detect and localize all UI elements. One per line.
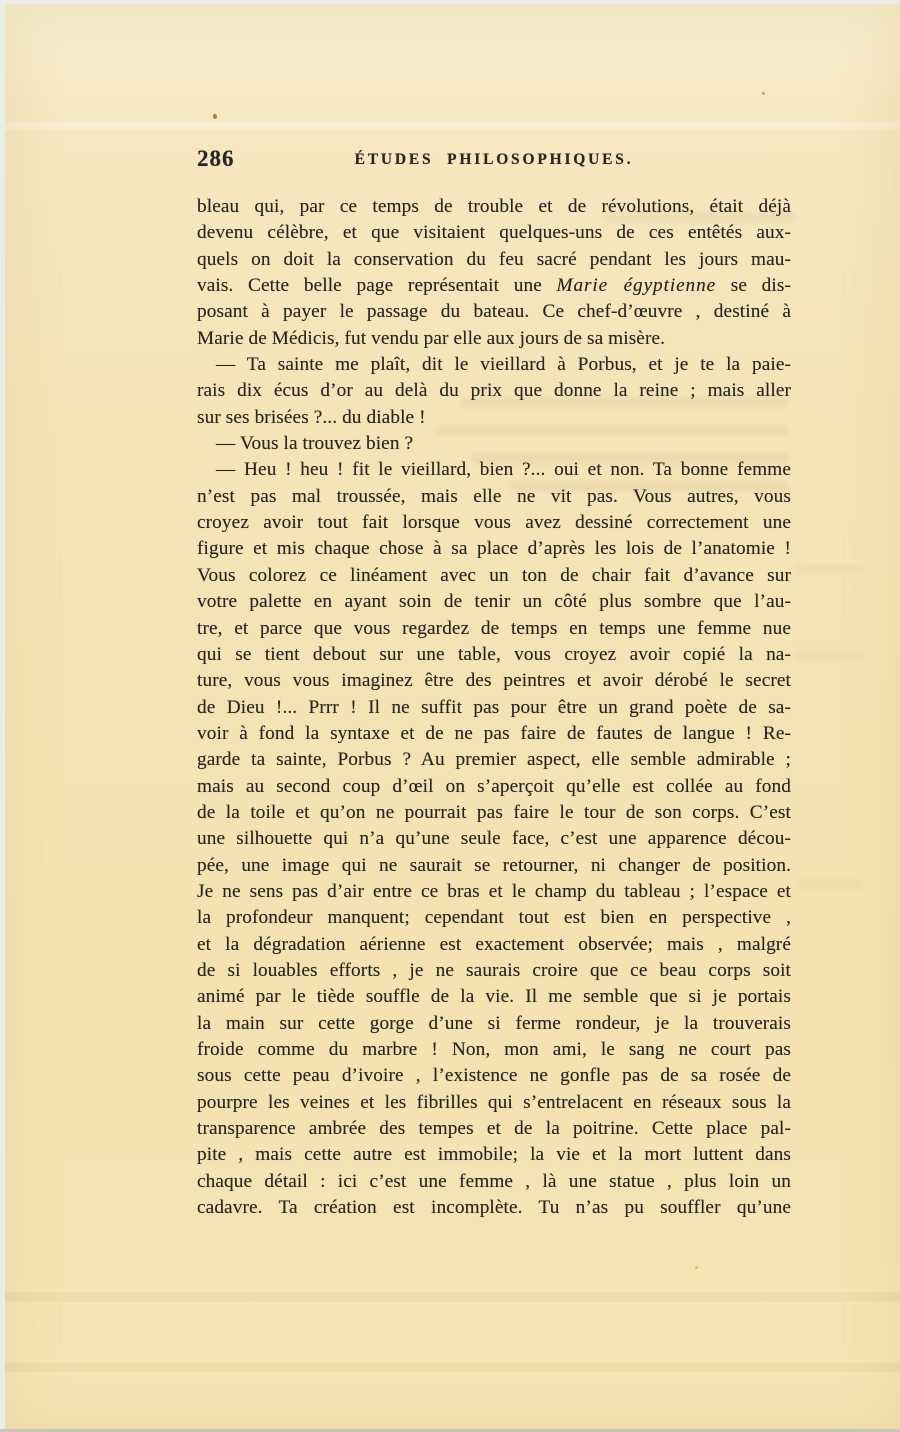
text-line: posant à payer le passage du bateau. Ce chef-d’œuvre , destiné à: [197, 301, 791, 323]
paper-speck: [762, 92, 765, 95]
text-line: mais au second coup d’œil on s’aperçoit qu’elle est collée au fond: [197, 775, 791, 797]
text-line: transparence ambrée des tempes et de la poitrine. Cette place pal-: [197, 1118, 791, 1140]
scanned-page: [5, 4, 900, 1429]
text-line: de Dieu !... Prrr ! Il ne suffit pas pour être un grand poète de sa-: [197, 696, 791, 718]
text-line: votre palette en ayant soin de tenir un côté plus sombre que l’au-: [197, 591, 791, 613]
text-line: qui se tient debout sur une table, vous croyez avoir copié la na-: [197, 643, 791, 665]
text-line: figure et mis chaque chose à sa place d’après les lois de l’anatomie !: [197, 538, 791, 560]
text-line: une silhouette qui n’a qu’une seule face, c’est une apparence décou-: [197, 828, 791, 850]
paper-speck: [213, 114, 217, 119]
text-line: pite , mais cette autre est immobile; la vie et la mort luttent dans: [197, 1144, 791, 1166]
running-header-title: ÉTUDES PHILOSOPHIQUES.: [354, 151, 634, 168]
scanner-band-artifact: [5, 122, 900, 130]
text-line: quels on doit la conservation du feu sacré pendant les jours mau-: [197, 248, 791, 270]
text-line: bleau qui, par ce temps de trouble et de révolutions, était déjà: [197, 196, 791, 217]
scanner-band-artifact: [5, 1292, 900, 1302]
text-line: ture, vous vous imaginez être des peintres et avoir dérobé le secret: [197, 670, 791, 692]
text-line: Marie de Médicis, fut vendu par elle aux jours de sa misère.: [197, 327, 666, 349]
text-line: garde ta sainte, Porbus ? Au premier aspect, elle semble admirable ;: [197, 749, 791, 771]
text-line: de la toile et qu’on ne pourrait pas faire le tour de son corps. C’est: [197, 801, 791, 823]
bleed-through-artifact: [795, 650, 865, 661]
italic-phrase: Marie égyptienne: [556, 275, 717, 297]
text-segment: se dis-: [716, 275, 791, 297]
text-line: chaque détail : ici c’est une femme , là une statue , plus loin un: [197, 1170, 791, 1192]
text-line: pourpre les veines et les fibrilles qui s’entrelacent en réseaux sous la: [197, 1091, 791, 1113]
text-line: cadavre. Ta création est incomplète. Tu n’as pu souffler qu’une: [197, 1197, 791, 1219]
text-line: voir à fond la syntaxe et de ne pas faire de fautes de langue ! Re-: [197, 722, 791, 744]
text-line: la profondeur manquent; cependant tout est bien en perspective ,: [197, 907, 791, 929]
text-line: — Ta sainte me plaît, dit le vieillard à Porbus, et je te la paie-: [216, 354, 791, 376]
text-line: sur ses brisées ?... du diable !: [197, 406, 426, 428]
text-line: tre, et parce que vous regardez de temps en temps une femme nue: [197, 617, 791, 639]
bleed-through-artifact: [797, 879, 863, 890]
text-line: — Heu ! heu ! fit le vieillard, bien ?... oui et non. Ta bonne femme: [216, 459, 791, 481]
text-segment: vais. Cette belle page représentait une: [197, 275, 557, 297]
text-line: Je ne sens pas d’air entre ce bras et le champ du tableau ; l’espace et: [197, 880, 791, 902]
text-line: [197, 273, 791, 299]
text-line: Vous colorez ce linéament avec un ton de chair fait d’avance sur: [197, 564, 791, 586]
bleed-through-artifact: [797, 564, 865, 575]
text-line: animé par le tiède souffle de la vie. Il me semble que si je portais: [197, 986, 791, 1008]
text-line: sous cette peau d’ivoire , l’existence ne gonfle pas de sa rosée de: [197, 1065, 791, 1087]
text-line: rais dix écus d’or au delà du prix que donne la reine ; mais aller: [197, 380, 791, 402]
text-line: pée, une image qui ne saurait se retourner, ni changer de position.: [197, 854, 791, 876]
text-line: n’est pas mal troussée, mais elle ne vit pas. Vous autres, vous: [197, 485, 791, 507]
paper-speck: [695, 1266, 698, 1269]
scanner-band-artifact: [5, 1363, 900, 1372]
running-header: [197, 146, 791, 178]
page-number: 286: [197, 146, 235, 171]
text-line: croyez avoir tout fait lorsque vous avez dessiné correctement une: [197, 512, 791, 534]
text-line: — Vous la trouvez bien ?: [216, 433, 414, 455]
text-line: de si louables efforts , je ne saurais croire que ce beau corps soit: [197, 959, 791, 981]
text-line: la main sur cette gorge d’une si ferme rondeur, je la trouverais: [197, 1012, 791, 1034]
text-line: devenu célèbre, et que visitaient quelques-uns de ces entêtés aux-: [197, 222, 791, 244]
body-text: [197, 194, 791, 1221]
text-line: et la dégradation aérienne est exactement observée; mais , malgré: [197, 933, 791, 955]
text-line: froide comme du marbre ! Non, mon ami, le sang ne court pas: [197, 1039, 791, 1060]
